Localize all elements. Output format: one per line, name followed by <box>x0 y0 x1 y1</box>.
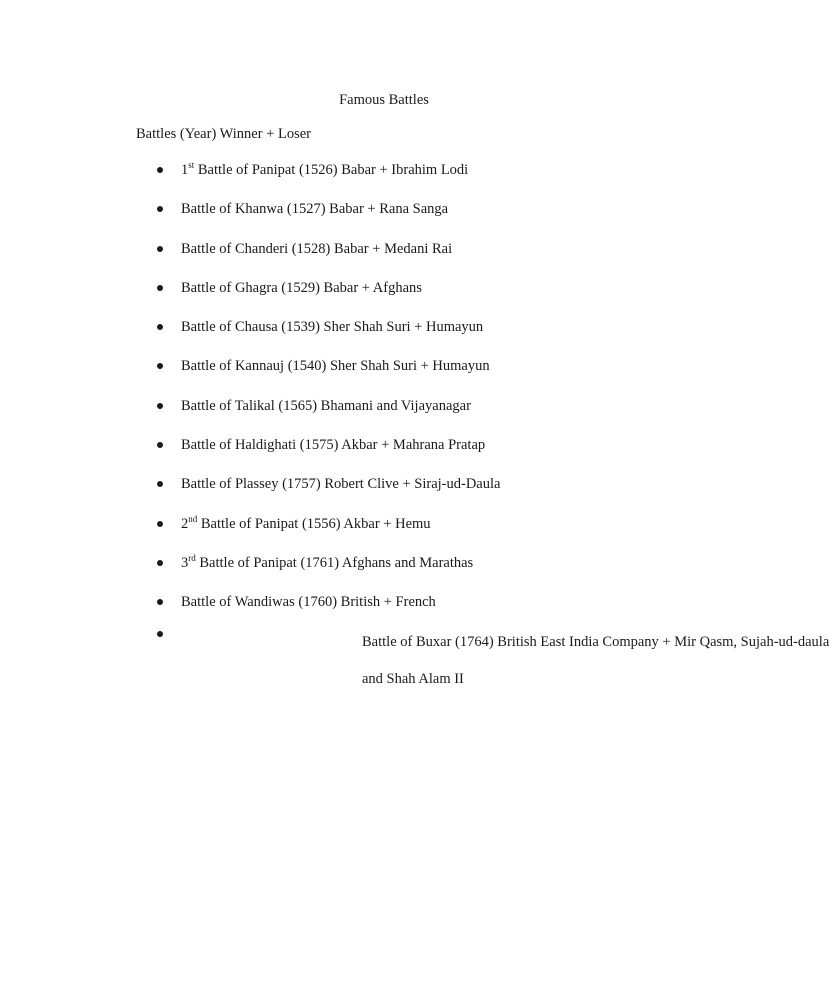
list-item <box>0 239 651 278</box>
list-item-text: Battle of Chanderi (1528) Babar + Medani Rai <box>181 240 453 257</box>
list-item-text: 2nd Battle of Panipat (1556) Akbar + Hemu <box>181 513 431 532</box>
list-item <box>0 317 651 356</box>
list-item-text: 3rd Battle of Panipat (1761) Afghans and Marathas <box>181 552 474 571</box>
bullet-icon <box>157 324 163 330</box>
bullet-icon <box>157 363 163 369</box>
list-item-text: Battle of Kannauj (1540) Sher Shah Suri + Humayun <box>181 358 490 375</box>
list-item-text: Battle of Talikal (1565) Bhamani and Vijayanagar <box>181 397 471 414</box>
list-item <box>0 624 830 698</box>
list-item-text: Battle of Wandiwas (1760) British + French <box>181 594 436 611</box>
bullet-icon <box>157 206 163 212</box>
bullet-icon <box>157 403 163 409</box>
page-title: Famous Battles <box>339 92 429 108</box>
column-legend: Battles (Year) Winner + Loser <box>136 126 311 142</box>
bullet-icon <box>157 285 163 291</box>
list-item <box>0 435 651 474</box>
list-item <box>0 160 651 199</box>
bullet-icon <box>157 481 163 487</box>
bullet-icon <box>157 167 163 173</box>
list-item <box>0 278 651 317</box>
list-item-text: 1st Battle of Panipat (1526) Babar + Ibrahim Lodi <box>181 160 469 178</box>
list-item <box>0 553 651 592</box>
list-item-text: Battle of Plassey (1757) Robert Clive + Siraj-ud-Daula <box>181 476 501 493</box>
list-item <box>0 514 651 553</box>
battle-list <box>0 160 830 698</box>
list-item <box>0 199 651 238</box>
bullet-icon <box>157 631 163 637</box>
list-item-text: Battle of Chausa (1539) Sher Shah Suri + Humayun <box>181 319 484 336</box>
list-item-text: Battle of Buxar (1764) British East India Company + Mir Qasm, Sujah-ud-daula and Shah Alam II <box>362 633 830 687</box>
list-item-text: Battle of Haldighati (1575) Akbar + Mahrana Pratap <box>181 437 486 454</box>
bullet-icon <box>157 560 163 566</box>
list-item <box>0 356 651 395</box>
bullet-icon <box>157 442 163 448</box>
bullet-icon <box>157 246 163 252</box>
list-item-text: Battle of Khanwa (1527) Babar + Rana Sanga <box>181 201 449 218</box>
bullet-icon <box>157 599 163 605</box>
bullet-icon <box>157 521 163 527</box>
list-item <box>0 474 651 513</box>
list-item <box>0 396 651 435</box>
list-item-text: Battle of Ghagra (1529) Babar + Afghans <box>181 279 422 296</box>
